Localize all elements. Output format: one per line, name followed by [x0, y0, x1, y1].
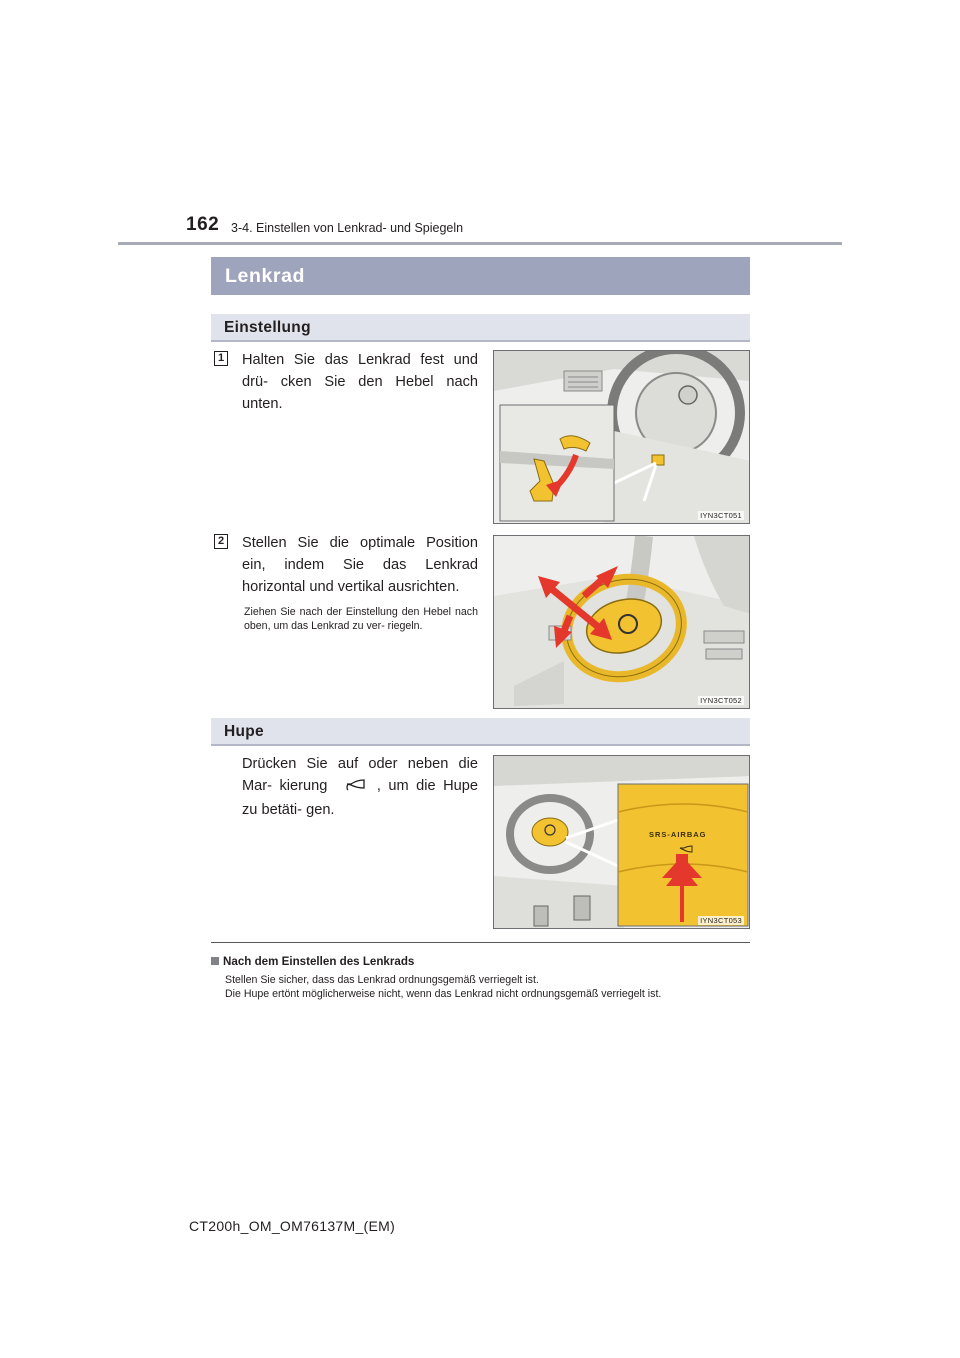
adjustment-heading: Einstellung	[211, 314, 750, 342]
figure-lever	[493, 350, 750, 524]
note-title	[211, 955, 414, 968]
note-line-2: Die Hupe ertönt möglicherweise nicht, wenn das Lenkrad nicht ordnungsgemäß verriegelt ist.	[225, 988, 662, 1000]
horn-icon	[335, 777, 377, 799]
header-divider	[118, 242, 842, 245]
square-bullet-icon	[211, 957, 219, 965]
horn-text	[242, 753, 478, 821]
airbag-label: SRS-AIRBAG	[649, 830, 707, 839]
step-2-text: Stellen Sie die optimale Position ein, indem Sie das Lenkrad horizontal und vertikal ausrichten.	[242, 535, 478, 595]
figure-steering-adjust	[493, 535, 750, 709]
main-heading: Lenkrad	[211, 257, 750, 295]
figure-steering-adjust-code: IYN3CT052	[700, 696, 742, 705]
section-title: 3-4. Einstellen von Lenkrad- und Spiegeln	[231, 221, 464, 235]
steering-adjust-illustration	[494, 536, 750, 709]
page-number: 162	[186, 214, 220, 235]
lever-illustration	[494, 351, 750, 524]
figure-horn-code: IYN3CT053	[700, 916, 742, 925]
figure-horn	[493, 755, 750, 929]
horn-illustration	[494, 756, 750, 929]
figure-lever-code: IYN3CT051	[700, 511, 742, 520]
step-1-text: Halten Sie das Lenkrad fest und drü- cken Sie den Hebel nach unten.	[242, 352, 478, 412]
horn-heading: Hupe	[211, 718, 750, 746]
horn-text-before: Drücken Sie auf oder neben die Mar- kierung	[242, 756, 478, 794]
document-code: CT200h_OM_OM76137M_(EM)	[189, 1218, 396, 1234]
note-body	[225, 973, 747, 1001]
note-title-text: Nach dem Einstellen des Lenkrads	[223, 955, 415, 968]
note-line-1: Stellen Sie sicher, dass das Lenkrad ordnungsgemäß verriegelt ist.	[225, 974, 539, 986]
step-2-badge: 2	[214, 534, 228, 549]
horn-text-after: , um die Hupe zu betäti- gen.	[242, 778, 478, 818]
step-1-badge: 1	[214, 351, 228, 366]
note-divider	[211, 942, 750, 943]
step-2-subtext: Ziehen Sie nach der Einstellung den Hebel nach oben, um das Lenkrad zu ver- riegeln.	[244, 606, 478, 632]
